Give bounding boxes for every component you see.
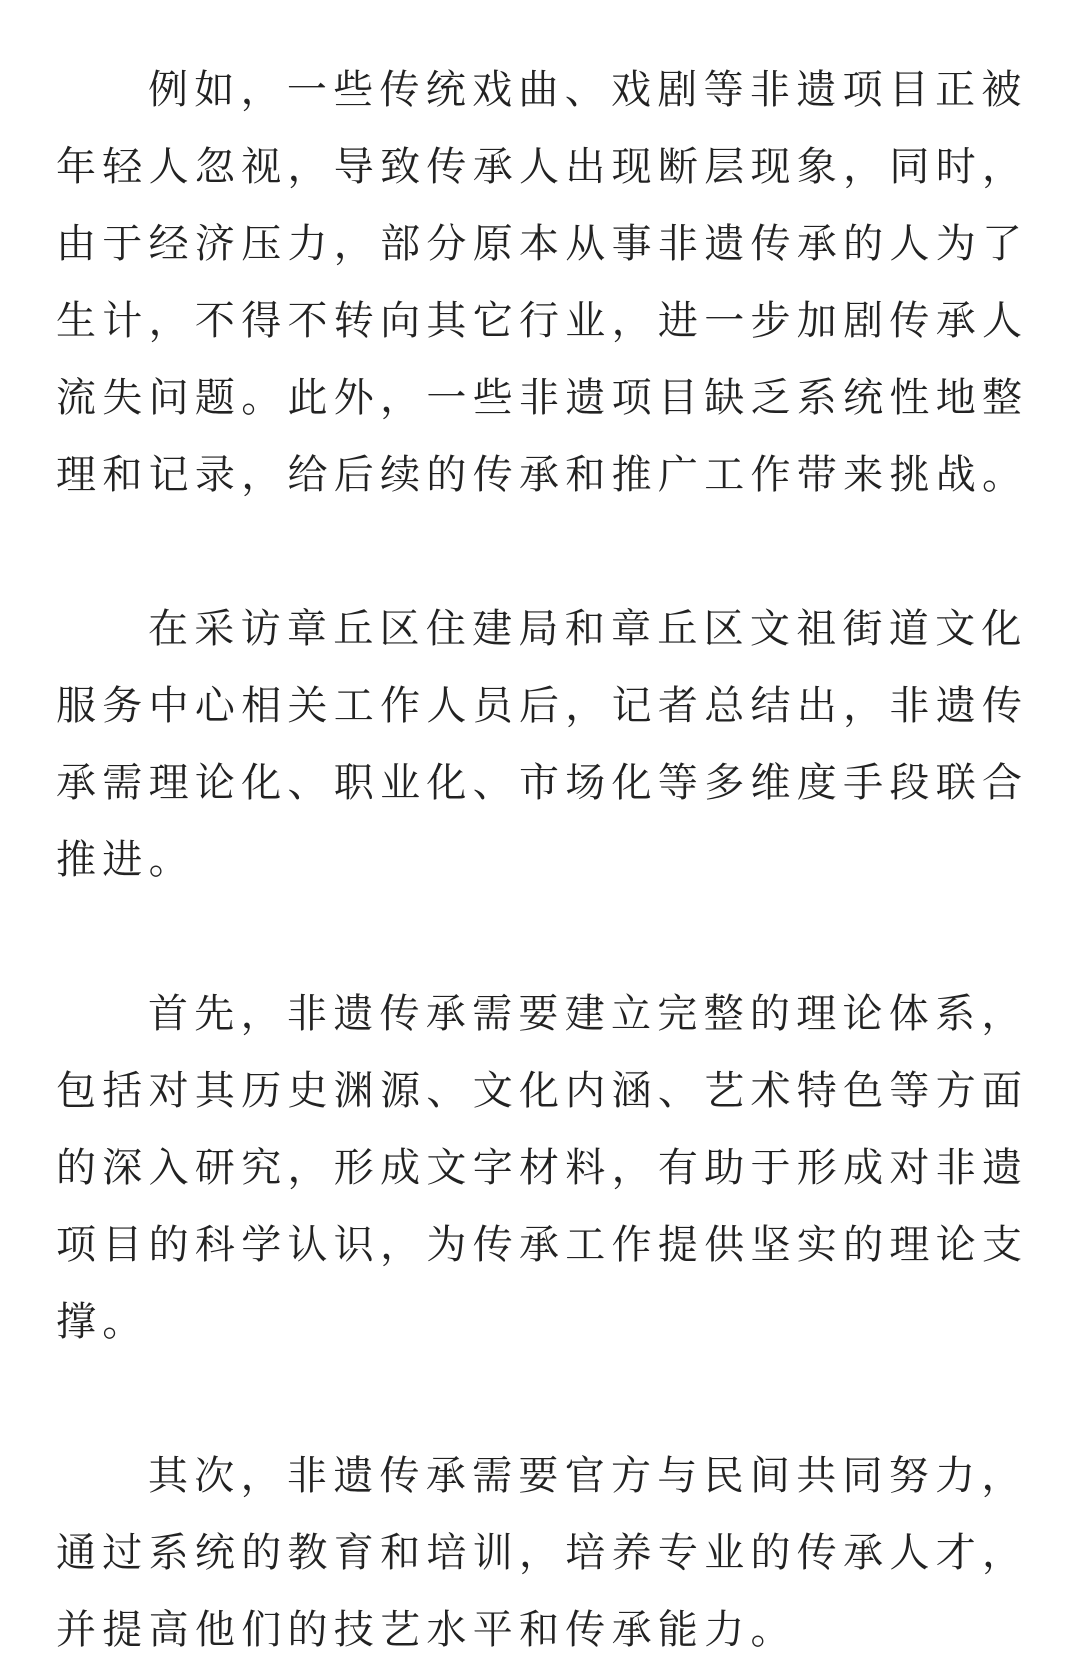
paragraph-2: 在采访章丘区住建局和章丘区文祖街道文化服务中心相关工作人员后，记者总结出，非遗传承需理论化、职业化、市场化等多维度手段联合推进。 xyxy=(56,606,1029,883)
paragraph-4: 其次，非遗传承需要官方与民间共同努力，通过系统的教育和培训，培养专业的传承人才，并提高他们的技艺水平和传承能力。 xyxy=(56,1453,1029,1653)
article-body xyxy=(56,52,1031,1669)
paragraph-1: 例如，一些传统戏曲、戏剧等非遗项目正被年轻人忽视，导致传承人出现断层现象，同时，由于经济压力，部分原本从事非遗传承的人为了生计，不得不转向其它行业，进一步加剧传承人流失问题。此外，一些非遗项目缺乏系统性地整理和记录，给后续的传承和推广工作带来挑战。 xyxy=(56,67,1029,498)
paragraph-3: 首先，非遗传承需要建立完整的理论体系，包括对其历史渊源、文化内涵、艺术特色等方面的深入研究，形成文字材料，有助于形成对非遗项目的科学认识，为传承工作提供坚实的理论支撑。 xyxy=(56,991,1029,1345)
